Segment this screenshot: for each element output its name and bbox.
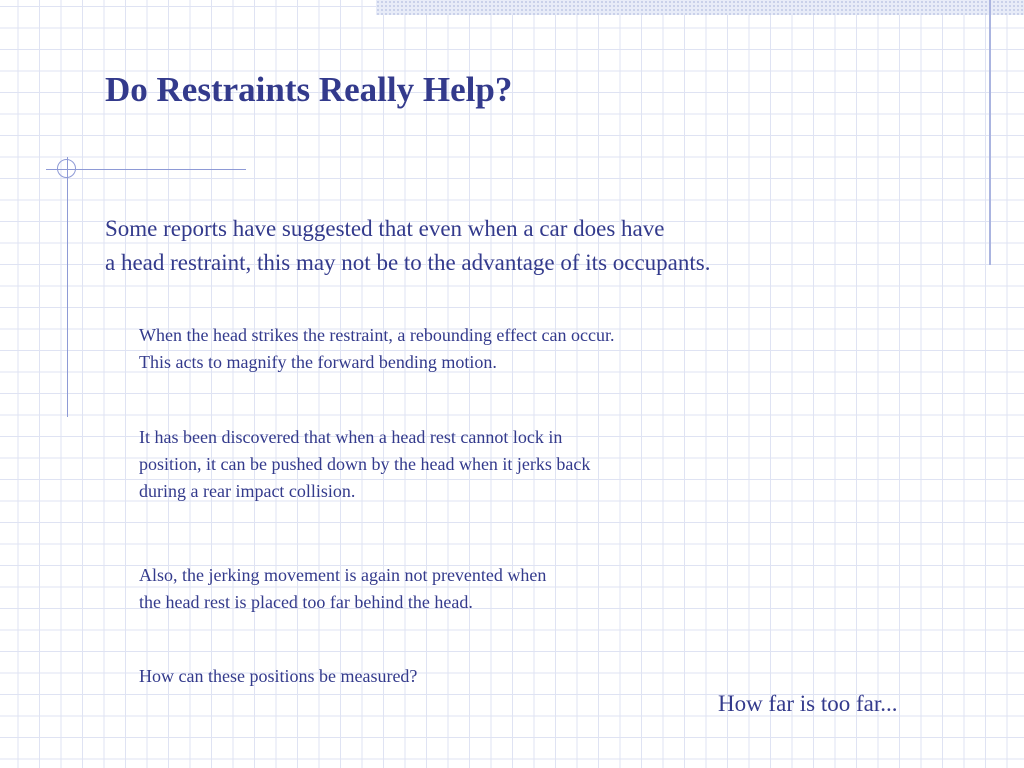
decorative-corner-band — [376, 0, 1024, 15]
paragraph-line: It has been discovered that when a head rest cannot lock in — [139, 427, 563, 447]
paragraph-line: during a rear impact collision. — [139, 481, 356, 501]
decorative-vertical-rule-left — [67, 157, 68, 417]
decorative-horizontal-rule — [46, 169, 246, 170]
paragraph-line: Also, the jerking movement is again not prevented when — [139, 565, 547, 585]
paragraph-line: This acts to magnify the forward bending motion. — [139, 352, 497, 372]
slide-title: Do Restraints Really Help? — [105, 70, 513, 109]
intro-text — [105, 212, 710, 280]
decorative-vertical-rule-right — [989, 0, 991, 265]
intro-line: a head restraint, this may not be to the advantage of its occupants. — [105, 250, 711, 275]
intro-line: Some reports have suggested that even when a car does have — [105, 216, 665, 241]
paragraph-line: When the head strikes the restraint, a rebounding effect can occur. — [139, 325, 615, 345]
decorative-circle-mark — [57, 159, 76, 178]
body-paragraph-lock — [139, 424, 590, 505]
paragraph-line: the head rest is placed too far behind the head. — [139, 592, 473, 612]
body-paragraph-distance — [139, 562, 546, 616]
body-paragraph-rebound — [139, 322, 614, 376]
paragraph-line: position, it can be pushed down by the head when it jerks back — [139, 454, 591, 474]
body-paragraph-question — [139, 663, 417, 690]
paragraph-line: How can these positions be measured? — [139, 666, 418, 686]
closing-remark: How far is too far... — [718, 691, 898, 716]
